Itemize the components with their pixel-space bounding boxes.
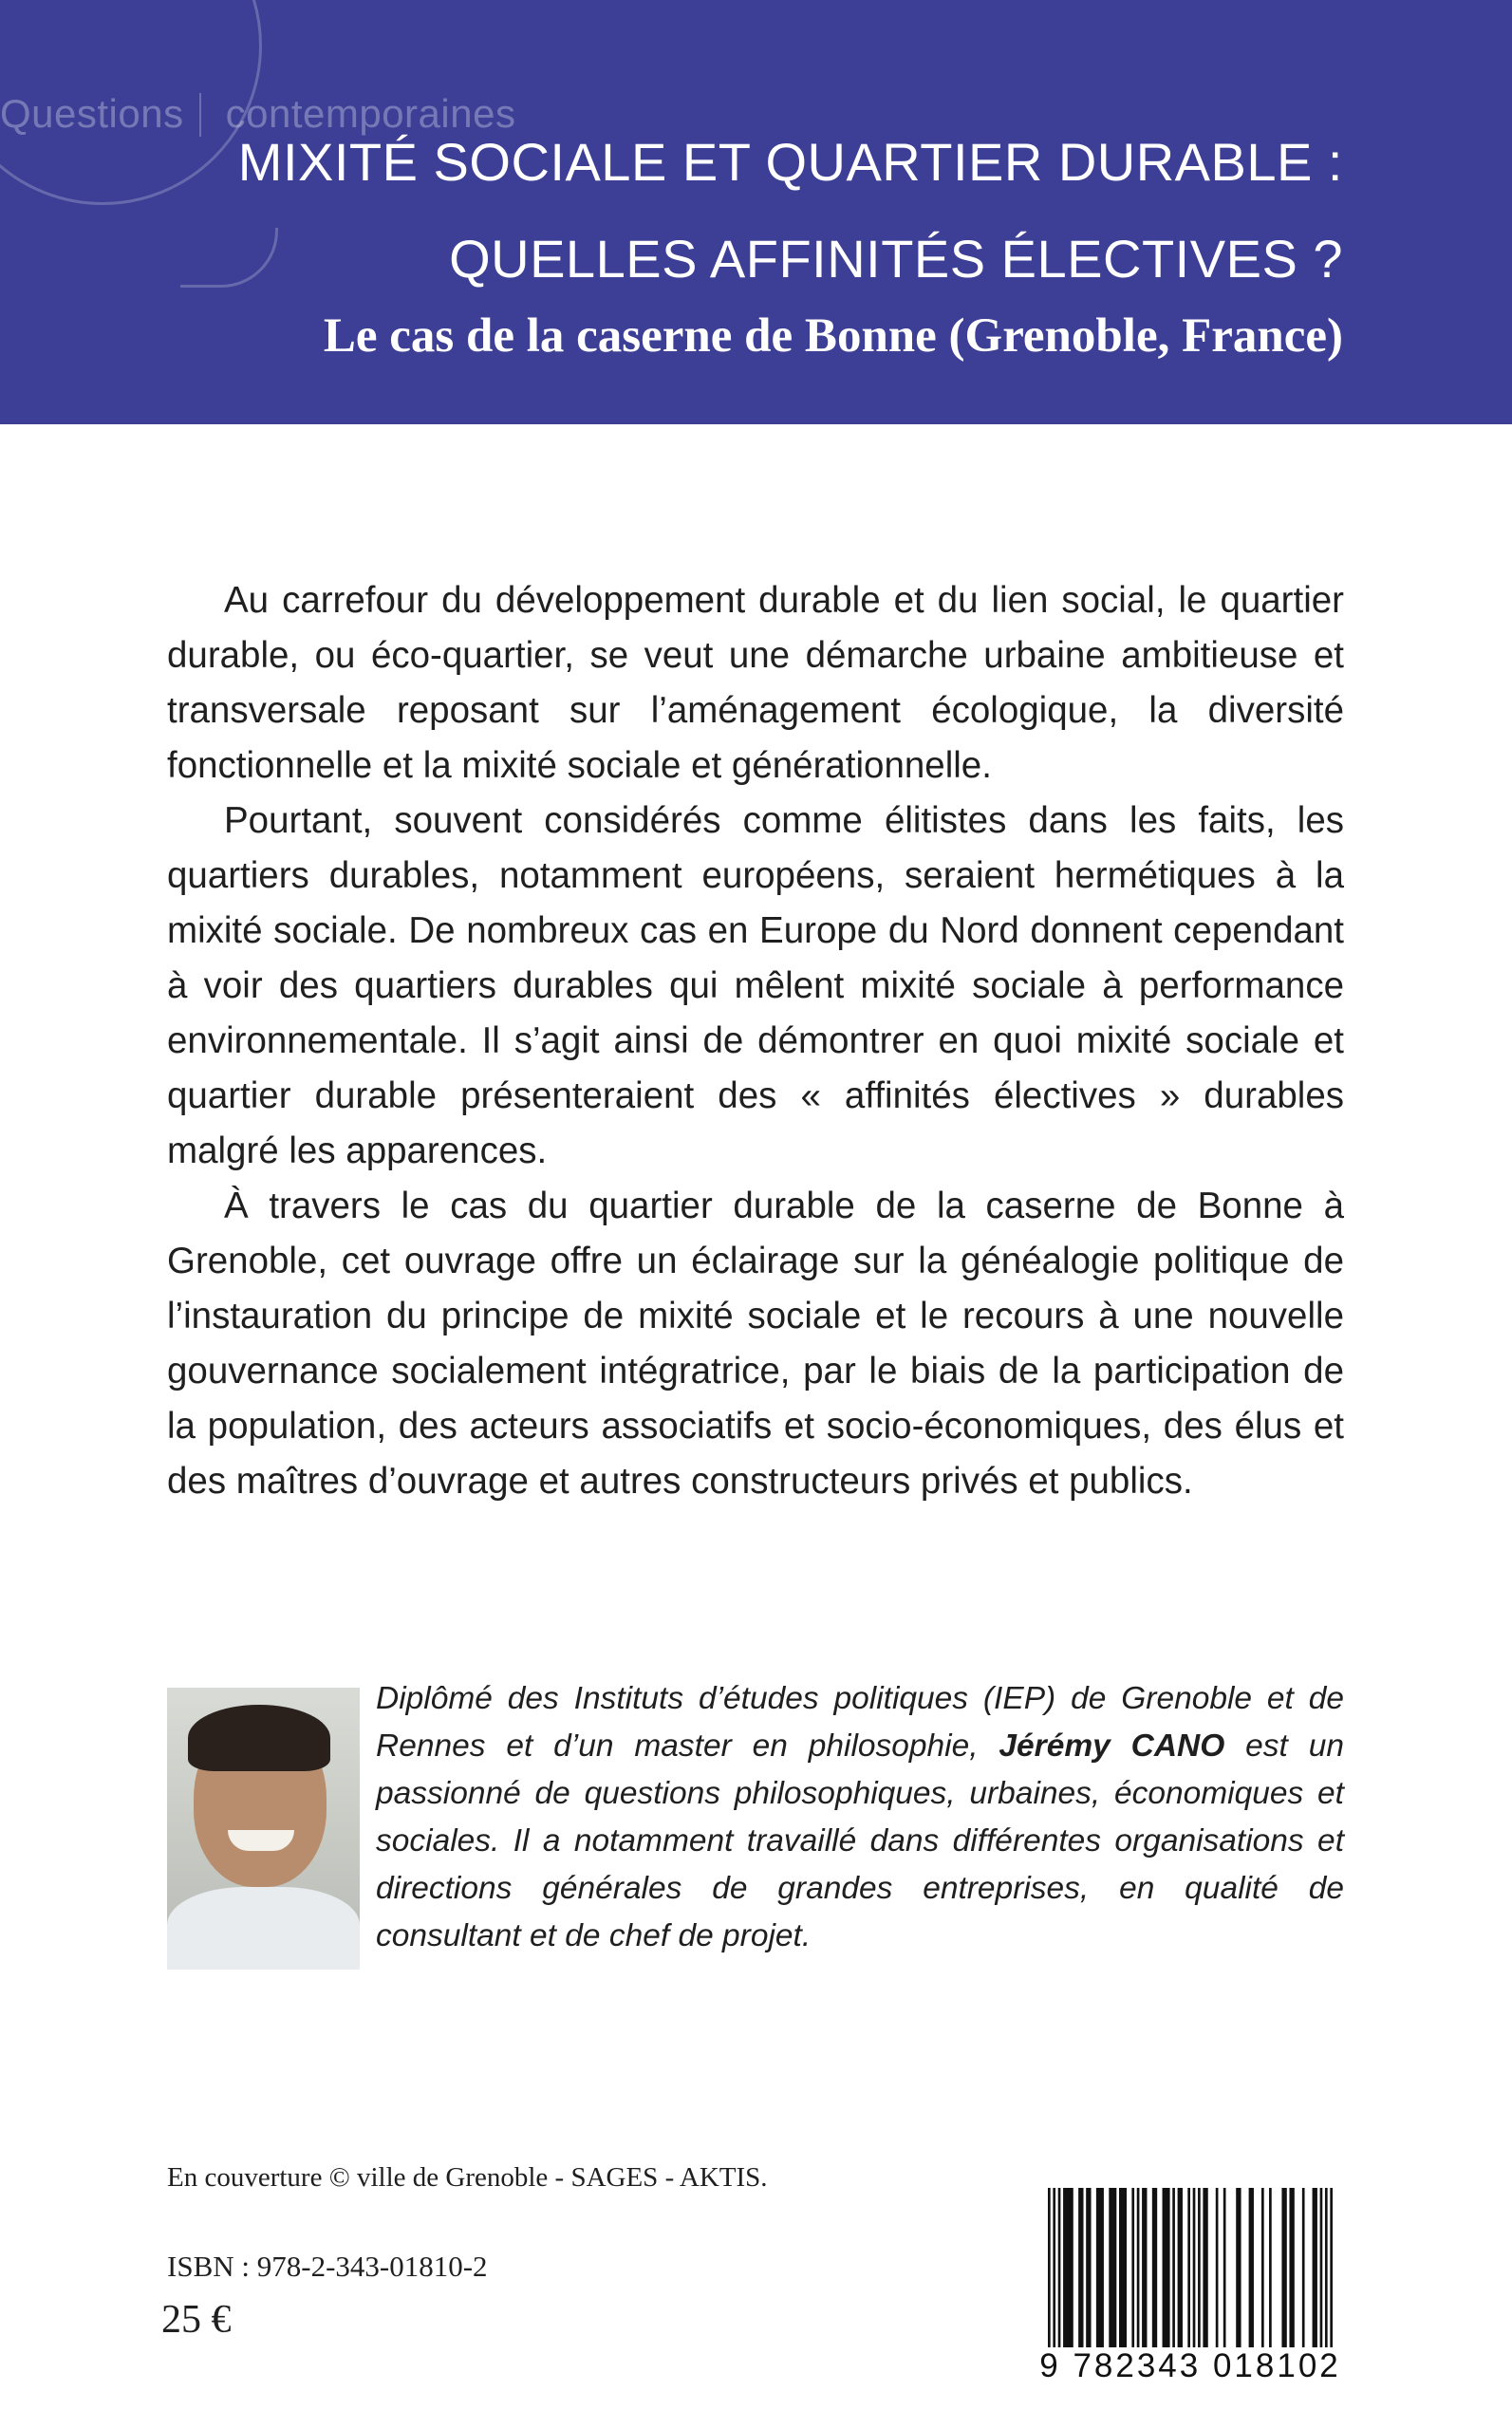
- book-subtitle: Le cas de la caserne de Bonne (Grenoble, France): [323, 309, 1343, 363]
- author-photo-smile: [228, 1830, 294, 1851]
- barcode-bar: [1109, 2188, 1116, 2347]
- barcode-bars: [1048, 2188, 1333, 2347]
- cover-credit: En couverture © ville de Grenoble - SAGES - AKTIS.: [167, 2162, 768, 2193]
- author-photo-hair: [188, 1705, 330, 1771]
- barcode-bar: [1193, 2188, 1196, 2347]
- author-bio-after: est un passionné de questions philosophiques, urbaines, économiques et sociales. Il a notamment travaillé dans différentes organisations et directions générales de grandes entreprises, en qualité de consultant et de chef de projet.: [376, 1728, 1344, 1953]
- author-bio-before: Diplômé des Instituts d’études politiques (IEP) de Grenoble et de Rennes et d’un master en philosophie,: [376, 1681, 1344, 1764]
- series-name: [0, 91, 515, 137]
- barcode-bar: [1053, 2188, 1055, 2347]
- barcode-bar: [1313, 2188, 1317, 2347]
- barcode-bar: [1172, 2188, 1175, 2347]
- barcode: [1033, 2180, 1348, 2385]
- barcode-bar: [1086, 2188, 1091, 2347]
- barcode-digits: 9 782343 018102: [1039, 2347, 1341, 2384]
- barcode-bar: [1058, 2188, 1061, 2347]
- barcode-bar: [1320, 2188, 1323, 2347]
- barcode-bar: [1289, 2188, 1294, 2347]
- barcode-bar: [1236, 2188, 1241, 2347]
- author-bio: [376, 1675, 1344, 1960]
- barcode-bar: [1063, 2188, 1073, 2347]
- barcode-bar: [1163, 2188, 1170, 2347]
- barcode-bar: [1203, 2188, 1207, 2347]
- author-photo-shirt: [167, 1887, 360, 1970]
- series-name-word2: contemporaines: [225, 91, 516, 136]
- barcode-bar: [1187, 2188, 1190, 2347]
- barcode-bar: [1261, 2188, 1264, 2347]
- barcode-bar: [1198, 2188, 1201, 2347]
- series-q-logo-tail: [180, 228, 278, 288]
- barcode-bar: [1330, 2188, 1333, 2347]
- book-title-line1: MIXITÉ SOCIALE ET QUARTIER DURABLE :: [237, 132, 1343, 192]
- blurb-paragraph: À travers le cas du quartier durable de la caserne de Bonne à Grenoble, cet ouvrage offre un éclairage sur la généalogie politique de l’instauration du principe de mixité sociale et le recours à une nouvelle gouvernance socialement intégratrice, par le biais de la participation de la population, des acteurs associatifs et socio-économiques, des élus et des maîtres d’ouvrage et autres constructeurs privés et publics.: [167, 1186, 1344, 1502]
- barcode-bar: [1325, 2188, 1328, 2347]
- barcode-bar: [1223, 2188, 1226, 2347]
- barcode-bar: [1131, 2188, 1134, 2347]
- barcode-bar: [1078, 2188, 1083, 2347]
- isbn: ISBN : 978-2-343-01810-2: [167, 2250, 488, 2283]
- barcode-bar: [1216, 2188, 1219, 2347]
- barcode-bar: [1249, 2188, 1254, 2347]
- barcode-bar: [1302, 2188, 1305, 2347]
- author-photo: [167, 1688, 360, 1970]
- barcode-bar: [1281, 2188, 1286, 2347]
- header-band: [0, 0, 1512, 424]
- barcode-bar: [1152, 2188, 1157, 2347]
- barcode-bar: [1096, 2188, 1104, 2347]
- barcode-bar: [1119, 2188, 1127, 2347]
- author-name: Jérémy CANO: [999, 1728, 1225, 1764]
- series-name-word1: Questions: [0, 91, 184, 136]
- barcode-bar: [1048, 2188, 1051, 2347]
- back-cover-blurb: [167, 573, 1344, 1509]
- book-title-line2: QUELLES AFFINITÉS ÉLECTIVES ?: [449, 229, 1343, 289]
- barcode-bar: [1178, 2188, 1183, 2347]
- blurb-paragraph: Pourtant, souvent considérés comme élitistes dans les faits, les quartiers durables, notamment européens, seraient hermétiques à la mixité sociale. De nombreux cas en Europe du Nord donnent cependant à voir des quartiers durables qui mêlent mixité sociale à performance environnementale. Il s’agit ainsi de démontrer en quoi mixité sociale et quartier durable présenteraient des « affinités électives » durables malgré les apparences.: [167, 800, 1344, 1171]
- barcode-bar: [1137, 2188, 1140, 2347]
- blurb-paragraph: Au carrefour du développement durable et du lien social, le quartier durable, ou éco-quartier, se veut une démarche urbaine ambitieuse et transversale reposant sur l’aménagement écologique, la diversité fonctionnelle et la mixité sociale et générationnelle.: [167, 580, 1344, 786]
- barcode-bar: [1269, 2188, 1272, 2347]
- price: 25 €: [161, 2298, 232, 2342]
- barcode-bar: [1142, 2188, 1147, 2347]
